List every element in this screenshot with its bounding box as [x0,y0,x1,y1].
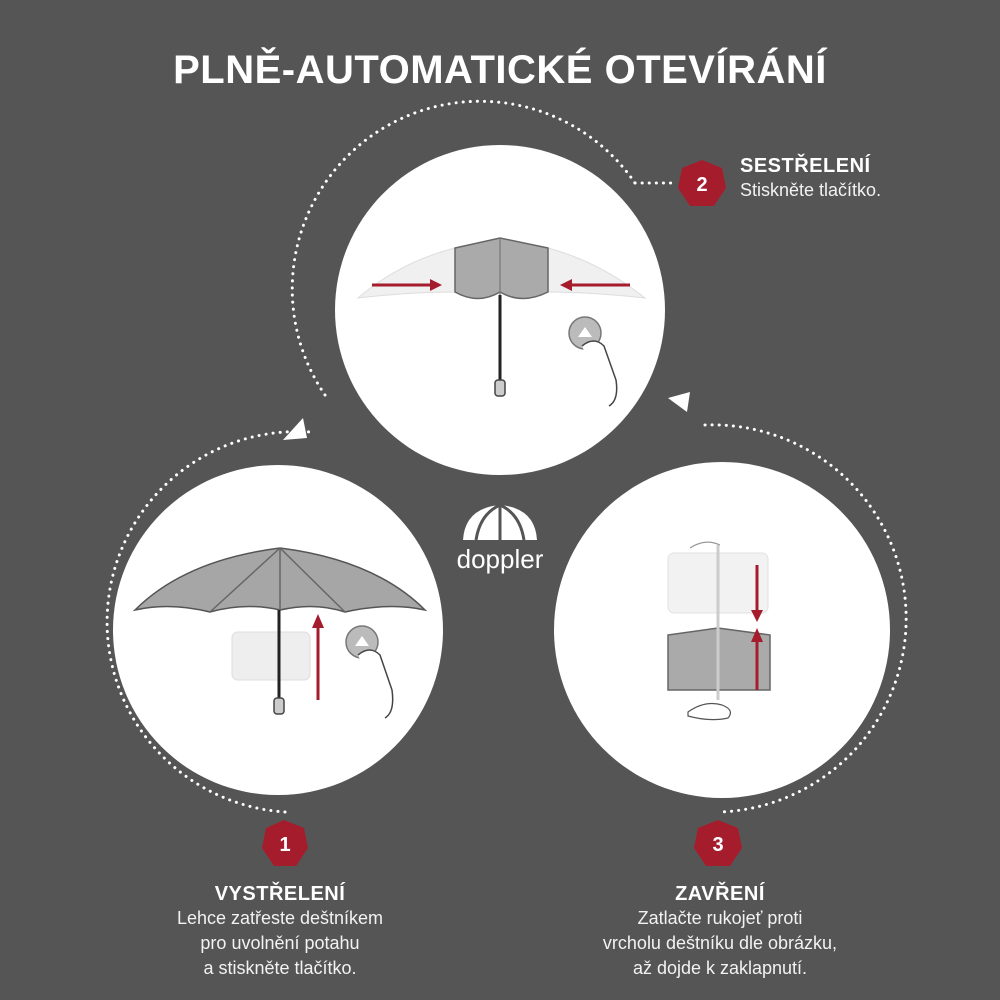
step1-description [130,906,430,981]
brand-name: doppler [456,544,544,574]
step2-title: SESTŘELENÍ [740,155,871,177]
page-title: PLNĚ-AUTOMATICKÉ OTEVÍRÁNÍ [173,48,827,92]
doppler-logo [457,505,544,574]
step2-badge [678,160,726,206]
step3-description [560,906,880,981]
step3-number: 3 [712,834,724,856]
step1-line: Lehce zatřeste deštníkem [176,908,384,928]
step3-text [560,883,880,981]
step1-text [130,883,430,981]
step3-title: ZAVŘENÍ [675,883,765,905]
step1-badge [262,820,308,866]
step3-line: vrcholu deštníku dle obrázku, [602,933,838,953]
step2-text [740,155,980,203]
step1-line: pro uvolnění potahu [200,933,360,953]
step3-line: Zatlačte rukojeť proti [637,908,803,928]
arrow-head-right-icon [668,392,690,412]
step1-title: VYSTŘELENÍ [214,883,346,905]
step1-number: 1 [279,834,291,856]
step3-line: až dojde k zaklapnutí. [632,958,808,978]
step2-line: Stiskněte tlačítko. [740,180,882,200]
step2-description [740,178,980,203]
step1-line: a stiskněte tlačítko. [203,958,357,978]
step2-number: 2 [696,174,708,196]
arrow-head-left-icon [283,418,307,440]
step3-badge [694,820,742,866]
